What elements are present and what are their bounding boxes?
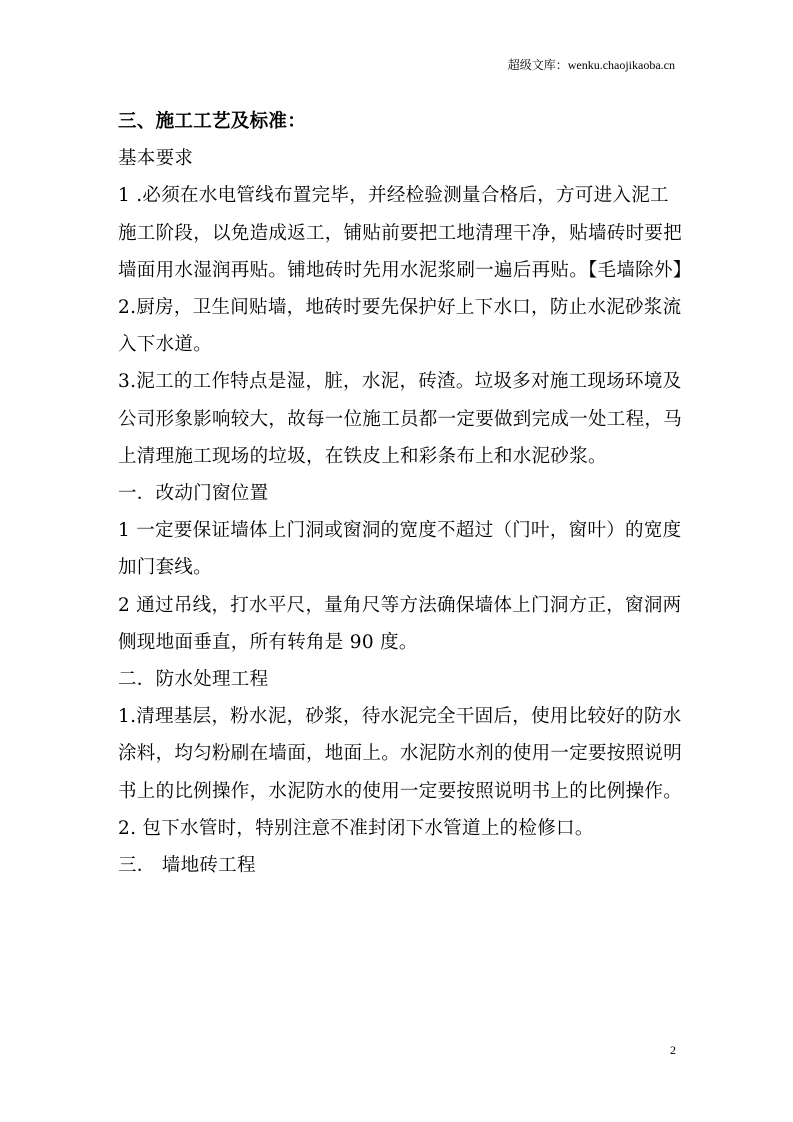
paragraph-line: 3.泥工的工作特点是湿，脏，水泥，砖渣。垃圾多对施工现场环境及 [118, 371, 682, 393]
paragraph-line: 书上的比例操作，水泥防水的使用一定要按照说明书上的比例操作。 [118, 780, 683, 802]
paragraph-line: 公司形象影响较大，故每一位施工员都一定要做到完成一处工程，马 [118, 408, 683, 430]
paragraph-line: 2 通过吊线，打水平尺，量角尺等方法确保墙体上门洞方正，窗洞两 [118, 594, 682, 616]
page-number: 2 [670, 1043, 676, 1057]
subheading-door-window: 一．改动门窗位置 [118, 483, 269, 505]
document-body [118, 103, 692, 884]
subheading-wall-floor-tiles: 三． 墙地砖工程 [118, 855, 256, 877]
paragraph-line: 2. 包下水管时，特别注意不准封闭下水管道上的检修口。 [118, 817, 594, 839]
paragraph-line: 1 .必须在水电管线布置完毕，并经检验测量合格后，方可进入泥工 [118, 185, 669, 207]
header-rule [118, 78, 675, 79]
section-heading: 三、施工工艺及标准： [118, 111, 307, 132]
paragraph-line: 上清理施工现场的垃圾，在铁皮上和彩条布上和水泥砂浆。 [118, 445, 607, 467]
paragraph-line: 1.清理基层，粉水泥，砂浆，待水泥完全干固后，使用比较好的防水 [118, 706, 682, 728]
page-header: 超级文库：wenku.chaojikaoba.cn [507, 58, 675, 72]
paragraph-line: 2.厨房，卫生间贴墙，地砖时要先保护好上下水口，防止水泥砂浆流 [118, 297, 682, 319]
paragraph-line: 1 一定要保证墙体上门洞或窗洞的宽度不超过（门叶，窗叶）的宽度 [118, 520, 682, 542]
paragraph-line: 涂料，均匀粉刷在墙面，地面上。水泥防水剂的使用一定要按照说明 [118, 743, 683, 765]
subheading-basic-requirements: 基本要求 [118, 148, 194, 170]
subheading-waterproofing: 二．防水处理工程 [118, 669, 269, 691]
paragraph-line: 墙面用水湿润再贴。铺地砖时先用水泥浆刷一遍后再贴。【毛墙除外】 [118, 259, 692, 281]
paragraph-line: 入下水道。 [118, 334, 213, 356]
paragraph-line: 加门套线。 [118, 557, 213, 579]
paragraph-line: 施工阶段，以免造成返工，铺贴前要把工地清理干净，贴墙砖时要把 [118, 222, 683, 244]
paragraph-line: 侧现地面垂直，所有转角是 90 度。 [118, 631, 418, 653]
